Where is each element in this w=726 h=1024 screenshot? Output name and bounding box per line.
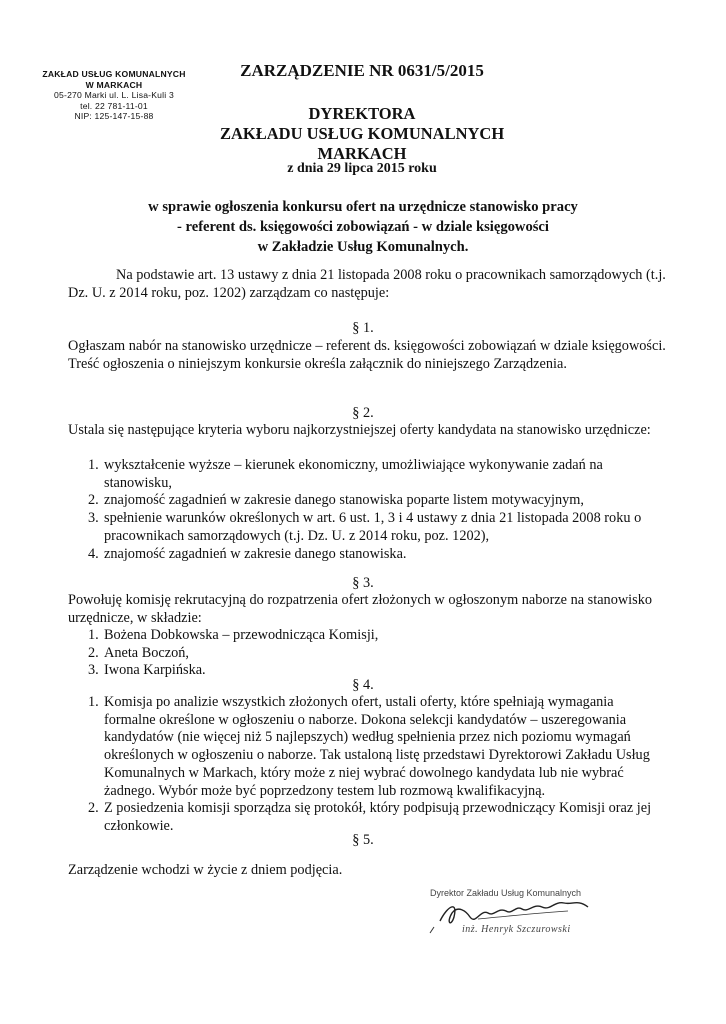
- list-item-text: znajomość zagadnień w zakresie danego stanowiska poparte listem motywacyjnym,: [104, 492, 584, 509]
- list-item: [68, 492, 668, 510]
- section-4-list: [68, 694, 668, 836]
- list-item-text: wykształcenie wyższe – kierunek ekonomiczny, umożliwiające wykonywanie zadań na stanowisku,: [104, 457, 603, 491]
- section-1-paragraph-1: Ogłaszam nabór na stanowisko urzędnicze – referent ds. księgowości zobowiązań w dziale księgowości.: [68, 338, 666, 354]
- list-item-text: Aneta Boczoń,: [104, 644, 189, 661]
- signatory-name: inż. Henryk Szczurowski: [462, 924, 571, 935]
- list-item-text: spełnienie warunków określonych w art. 6 ust. 1, 3 i 4 ustawy z dnia 21 listopada 2008 roku o pracownikach samorządowych (t.j. Dz. U. z 2014 roku, poz. 1202),: [104, 510, 642, 544]
- section-5-mark: § 5.: [352, 832, 374, 848]
- stamp-address: 05-270 Marki ul. L. Lisa-Kuli 3: [54, 90, 174, 101]
- signature-stamp-title: Dyrektor Zakładu Usług Komunalnych: [430, 888, 582, 898]
- section-5-text: Zarządzenie wchodzi w życie z dniem podjęcia.: [68, 862, 343, 878]
- list-item-number: 2.: [88, 492, 99, 509]
- list-item-text: Iwona Karpińska.: [104, 662, 206, 679]
- section-1-body: [68, 338, 678, 373]
- list-item: [68, 800, 668, 835]
- section-2-mark: § 2.: [352, 405, 374, 421]
- list-item-text: Z posiedzenia komisji sporządza się protokół, który podpisują przewodniczący Komisji oraz jej członkowie.: [104, 800, 652, 834]
- section-1-paragraph-2: Treść ogłoszenia o niniejszym konkursie określa załącznik do niniejszego Zarządzenia.: [68, 355, 567, 372]
- list-item-number: 3.: [88, 510, 99, 527]
- preamble: Na podstawie art. 13 ustawy z dnia 21 listopada 2008 roku o pracownikach samorządowych (t.j. Dz. U. z 2014 roku, poz. 1202) zarządzam co następuje:: [68, 267, 666, 301]
- document-subject: [60, 197, 666, 257]
- stamp-company-name: ZAKŁAD USŁUG KOMUNALNYCH: [42, 69, 186, 79]
- list-item-number: 4.: [88, 545, 99, 562]
- list-item: [68, 510, 668, 545]
- list-item: [68, 645, 668, 663]
- stamp-phone: tel. 22 781-11-01: [80, 100, 148, 111]
- section-3-intro: Powołuję komisję rekrutacyjną do rozpatrzenia ofert złożonych w ogłoszonym naborze na stanowisko urzędnicze, w składzie:: [68, 592, 653, 626]
- list-item-number: 3.: [88, 662, 99, 679]
- list-item-text: Komisja po analizie wszystkich złożonych ofert, ustali oferty, które spełniają wymagania formalne określone w ogłoszeniu o naborze. Dokona selekcji kandydatów – uszeregowania kandydatów (nie więcej niż 5 najlepszych) według spełnienia przez nich poziomu wymagań określonych w ogłoszeniu o naborze. Tak ustaloną listę przedstawi Dyrektorowi Zakładu Usług Komunalnych w Markach, który może z niej wybrać dowolnego kandydata lub nie wybrać żadnego. Wybór może być poprzedzony testem lub rozmową kwalifikacyjną.: [104, 694, 650, 799]
- list-item: [68, 694, 668, 800]
- stamp-nip: NIP: 125-147-15-88: [74, 111, 154, 122]
- list-item-text: znajomość zagadnień w zakresie danego stanowiska.: [104, 545, 407, 562]
- issuer-line-1: DYREKTORA: [308, 104, 416, 123]
- document-date: z dnia 29 lipca 2015 roku: [287, 161, 437, 176]
- list-item-number: 1.: [88, 627, 99, 643]
- issuer-block: [220, 104, 504, 164]
- issuer-line-3: MARKACH: [317, 144, 407, 163]
- section-2-intro: Ustala się następujące kryteria wyboru najkorzystniejszej oferty kandydata na stanowisko urzędnicze:: [68, 422, 651, 438]
- subject-line-1: w sprawie ogłoszenia konkursu ofert na urzędnicze stanowisko pracy: [148, 199, 578, 215]
- list-item-number: 2.: [88, 644, 99, 661]
- section-1-mark: § 1.: [352, 320, 374, 336]
- list-item-number: 1.: [88, 694, 99, 710]
- section-3-mark: § 3.: [352, 575, 374, 591]
- stamp-town: W MARKACH: [85, 79, 143, 90]
- list-item-number: 2.: [88, 800, 99, 817]
- section-4-mark: § 4.: [352, 677, 374, 693]
- document-title: ZARZĄDZENIE NR 0631/5/2015: [240, 61, 484, 80]
- company-stamp: [14, 69, 214, 122]
- subject-line-2: - referent ds. księgowości zobowiązań - w dziale księgowości: [177, 219, 549, 235]
- section-3-committee-list: [68, 627, 668, 680]
- list-item-number: 1.: [88, 457, 99, 473]
- list-item: [68, 546, 668, 564]
- list-item-text: Bożena Dobkowska – przewodnicząca Komisji,: [104, 627, 379, 643]
- section-2-criteria-list: [68, 457, 668, 563]
- list-item: [68, 627, 668, 645]
- subject-line-3: w Zakładzie Usług Komunalnych.: [257, 239, 469, 255]
- list-item: [68, 457, 668, 492]
- issuer-line-2: ZAKŁADU USŁUG KOMUNALNYCH: [220, 124, 505, 143]
